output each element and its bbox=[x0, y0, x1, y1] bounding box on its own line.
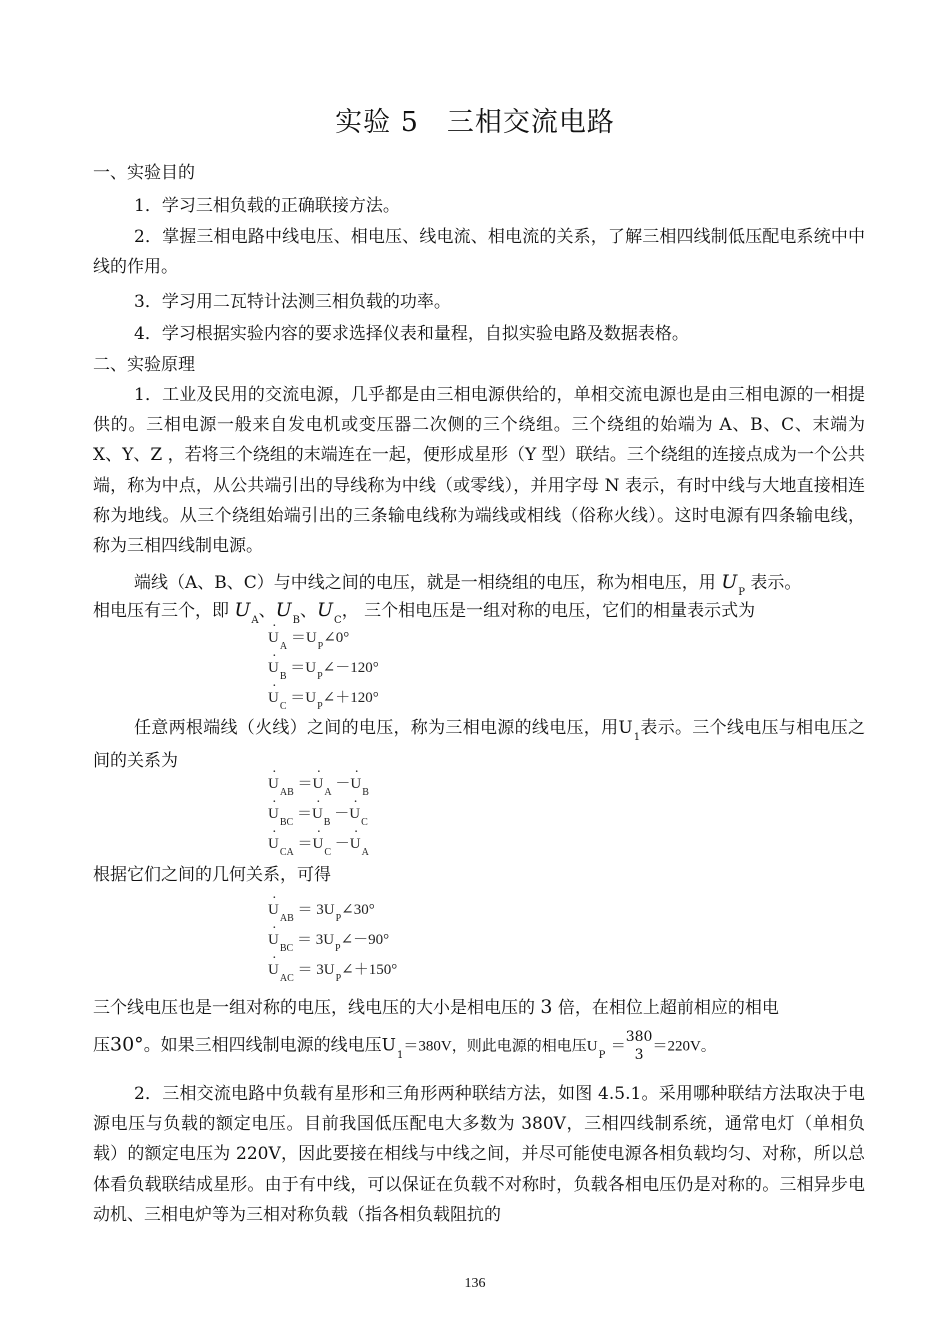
line-eq-ca: · $U_{CA} =\cdot U_C -\cdot U_A$ bbox=[268, 832, 369, 862]
geo-eq-bc: · $U_{BC}$ ＝ $3U_P\angle-90^\circ$ bbox=[268, 928, 397, 958]
principle-paragraph-4: 根据它们之间的几何关系，可得 bbox=[93, 865, 331, 885]
phase-eq-b: · $U_B$ $=U_P\angle-120^\circ$ bbox=[268, 656, 379, 686]
principle-paragraph-2: 端线（A、B、C）与中线之间的电压，就是一相绕组的电压，称为相电压，用 $U_P$ 表示。 bbox=[134, 571, 802, 598]
line-eq-ab: · $U_{AB} =\cdot U_A -\cdot U_B$ bbox=[268, 772, 369, 802]
section-heading-principles: 二、实验原理 bbox=[93, 355, 195, 375]
principle-paragraph-6: 2．三相交流电路中负载有星形和三角形两种联结方法，如图 4.5.1。采用哪种联结方法取决于电源电压与负载的额定电压。目前我国低压配电大多数为 380V，三相四线制系统，通常电灯（单相负载）的额定电压为 220V，因此要接在相线与中线之间，并尽可能使电源各相负载均匀、对称，所以总体看负载联结成星形。由于有中线，可以保证在负载不对称时，负载各相电压仍是对称的。三相异步电动机、三相电炉等为三相对称负载（指各相负载阻抗的 bbox=[93, 1084, 865, 1225]
line-voltage-equations bbox=[268, 772, 369, 862]
line-eq-bc: · $U_{BC} =\cdot U_B -\cdot U_C$ bbox=[268, 802, 369, 832]
principle-paragraph-1: 1．工业及民用的交流电源，几乎都是由三相电源供给的，单相交流电源也是由三相电源的一相提供的。三相电源一般来自发电机或变压器二次侧的三个绕组。三个绕组的始端为 A、B、C、末端为 X、Y、Z ，若将三个绕组的末端连在一起，便形成星形（Y 型）联结。三个绕组的连接点成为一个公共端，称为中点，从公共端引出的导线称为中线（或零线），并用字母 N 表示，有时中线与大地直接相连称为地线。从三个绕组始端引出的三条输电线称为端线或相线（俗称火线）。这时电源有四条输电线，称为三相四线制电源。 bbox=[93, 385, 865, 557]
principle-paragraph-5b: 压30°。如果三相四线制电源的线电压$U_1=380V$，则此电源的相电压$U_P$ ＝ 380 3 ＝220V。 bbox=[93, 1029, 716, 1063]
page-number: 136 bbox=[464, 1276, 486, 1291]
principle-paragraph-2b: 相电压有三个，即 $U_A$、$U_B$、$U_C$， 三个相电压是一组对称的电压，它们的相量表示式为 bbox=[93, 599, 756, 626]
phase-eq-c: · $U_C$ $=U_P\angle+120^\circ$ bbox=[268, 686, 379, 716]
phase-voltage-equations bbox=[268, 626, 379, 716]
geometric-relation-equations bbox=[268, 898, 397, 988]
section-heading-objectives: 一、实验目的 bbox=[93, 163, 195, 183]
principle-paragraph-3: 任意两根端线（火线）之间的电压，称为三相电源的线电压，用$U_1$表示。三个线电压与相电压之间的关系为 bbox=[93, 718, 866, 772]
geo-eq-ab: · $U_{AB}$ ＝ $3U_P\angle 30^\circ$ bbox=[268, 898, 397, 928]
objective-1: 1．学习三相负载的正确联接方法。 bbox=[134, 196, 400, 216]
objective-3: 3．学习用二瓦特计法测三相负载的功率。 bbox=[134, 292, 451, 312]
principle-paragraph-5: 三个线电压也是一组对称的电压，线电压的大小是相电压的 3 倍，在相位上超前相应的相电 bbox=[93, 996, 779, 1018]
objective-4: 4．学习根据实验内容的要求选择仪表和量程，自拟实验电路及数据表格。 bbox=[134, 324, 689, 344]
fraction-380-over-root3: 380 3 bbox=[625, 1029, 653, 1063]
geo-eq-ac: · $U_{AC}$ ＝ $3U_P\angle+150^\circ$ bbox=[268, 958, 397, 988]
phase-eq-a: · $U_A$ $=U_P\angle 0^\circ$ bbox=[268, 626, 379, 656]
objective-2: 2．掌握三相电路中线电压、相电压、线电流、相电流的关系，了解三相四线制低压配电系统中中线的作用。 bbox=[93, 227, 865, 278]
page-title: 实验 5 三相交流电路 bbox=[335, 107, 615, 138]
